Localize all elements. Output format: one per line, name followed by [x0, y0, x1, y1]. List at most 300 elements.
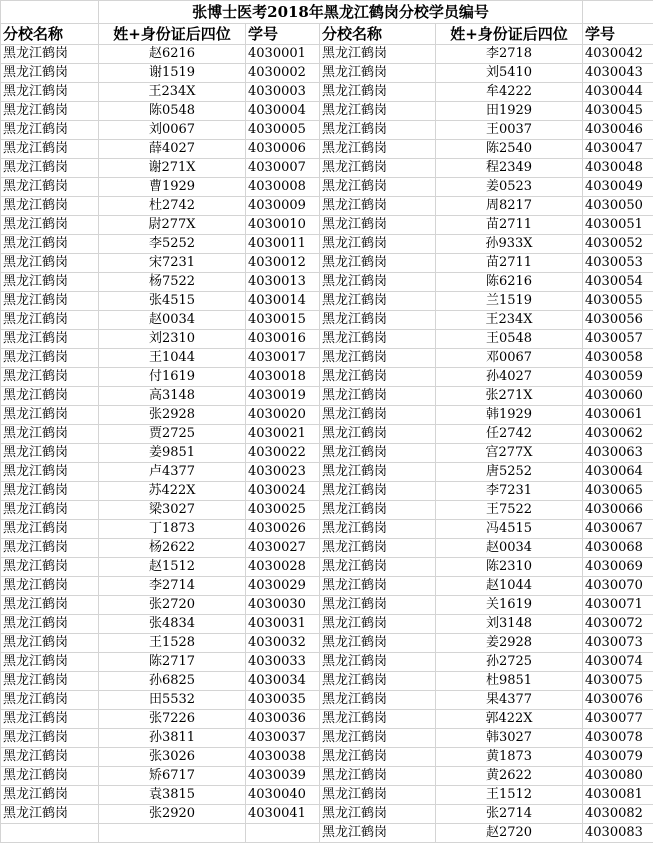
table-row: [1, 159, 653, 178]
school-cell[interactable]: 黑龙江鹤岗: [320, 710, 436, 729]
name-id-cell[interactable]: 王1528: [99, 634, 246, 653]
student-number-cell[interactable]: 4030041: [246, 805, 320, 824]
student-number-cell[interactable]: 4030039: [246, 767, 320, 786]
school-cell[interactable]: 黑龙江鹤岗: [1, 140, 99, 159]
table-row: [1, 710, 653, 729]
school-cell[interactable]: 黑龙江鹤岗: [1, 121, 99, 140]
student-number-cell[interactable]: 4030036: [246, 710, 320, 729]
name-id-cell[interactable]: 孙3811: [99, 729, 246, 748]
name-id-cell[interactable]: 刘5410: [436, 64, 583, 83]
name-id-cell[interactable]: 张2928: [99, 406, 246, 425]
school-cell[interactable]: 黑龙江鹤岗: [1, 216, 99, 235]
table-row: [1, 197, 653, 216]
name-id-cell[interactable]: 赵6216: [99, 45, 246, 64]
name-id-cell[interactable]: 郭422X: [436, 710, 583, 729]
school-cell[interactable]: 黑龙江鹤岗: [1, 710, 99, 729]
student-number-cell[interactable]: 4030051: [583, 216, 653, 235]
school-cell[interactable]: 黑龙江鹤岗: [1, 64, 99, 83]
school-cell[interactable]: 黑龙江鹤岗: [320, 729, 436, 748]
table-row: [1, 292, 653, 311]
school-cell[interactable]: 黑龙江鹤岗: [320, 501, 436, 520]
name-id-cell[interactable]: 程2349: [436, 159, 583, 178]
student-number-cell[interactable]: 4030083: [583, 824, 653, 843]
name-id-cell[interactable]: 王0037: [436, 121, 583, 140]
school-cell[interactable]: 黑龙江鹤岗: [1, 83, 99, 102]
name-id-cell[interactable]: 赵1512: [99, 558, 246, 577]
name-id-cell[interactable]: 薛4027: [99, 140, 246, 159]
table-row: [1, 577, 653, 596]
student-number-cell[interactable]: 4030062: [583, 425, 653, 444]
school-cell[interactable]: 黑龙江鹤岗: [320, 406, 436, 425]
school-cell[interactable]: 黑龙江鹤岗: [1, 406, 99, 425]
student-number-cell[interactable]: 4030063: [583, 444, 653, 463]
student-number-cell[interactable]: 4030025: [246, 501, 320, 520]
name-id-cell[interactable]: 赵0034: [436, 539, 583, 558]
table-row: [1, 767, 653, 786]
school-cell[interactable]: 黑龙江鹤岗: [320, 596, 436, 615]
school-cell[interactable]: 黑龙江鹤岗: [320, 273, 436, 292]
school-cell[interactable]: 黑龙江鹤岗: [320, 311, 436, 330]
table-row: [1, 824, 653, 843]
school-cell[interactable]: 黑龙江鹤岗: [320, 482, 436, 501]
school-cell[interactable]: 黑龙江鹤岗: [1, 615, 99, 634]
school-cell[interactable]: 黑龙江鹤岗: [1, 463, 99, 482]
name-id-cell[interactable]: 孙6825: [99, 672, 246, 691]
table-row: [1, 235, 653, 254]
student-number-cell[interactable]: 4030064: [583, 463, 653, 482]
table-row: [1, 463, 653, 482]
school-cell[interactable]: 黑龙江鹤岗: [1, 672, 99, 691]
name-id-cell[interactable]: 果4377: [436, 691, 583, 710]
student-number-cell[interactable]: 4030008: [246, 178, 320, 197]
student-number-cell[interactable]: 4030010: [246, 216, 320, 235]
student-number-cell[interactable]: 4030032: [246, 634, 320, 653]
school-cell[interactable]: 黑龙江鹤岗: [320, 824, 436, 843]
name-id-cell[interactable]: 付1619: [99, 368, 246, 387]
school-cell[interactable]: 黑龙江鹤岗: [320, 292, 436, 311]
school-cell[interactable]: 黑龙江鹤岗: [1, 292, 99, 311]
student-number-cell[interactable]: 4030022: [246, 444, 320, 463]
school-cell[interactable]: 黑龙江鹤岗: [320, 520, 436, 539]
table-row: [1, 634, 653, 653]
student-number-cell[interactable]: 4030016: [246, 330, 320, 349]
school-cell[interactable]: 黑龙江鹤岗: [320, 216, 436, 235]
student-number-cell[interactable]: 4030069: [583, 558, 653, 577]
school-cell[interactable]: 黑龙江鹤岗: [1, 729, 99, 748]
student-number-cell[interactable]: 4030079: [583, 748, 653, 767]
table-row: [1, 349, 653, 368]
student-number-cell[interactable]: 4030026: [246, 520, 320, 539]
header-name-left[interactable]: 姓+身份证后四位: [99, 24, 246, 45]
name-id-cell[interactable]: 关1619: [436, 596, 583, 615]
name-id-cell[interactable]: 王1512: [436, 786, 583, 805]
student-number-cell[interactable]: 4030006: [246, 140, 320, 159]
student-number-cell[interactable]: 4030007: [246, 159, 320, 178]
student-number-cell[interactable]: 4030027: [246, 539, 320, 558]
school-cell[interactable]: 黑龙江鹤岗: [320, 463, 436, 482]
student-number-cell[interactable]: 4030003: [246, 83, 320, 102]
name-id-cell[interactable]: 王1044: [99, 349, 246, 368]
table-row: [1, 520, 653, 539]
name-id-cell[interactable]: 陈0548: [99, 102, 246, 121]
name-id-cell[interactable]: 王234X: [99, 83, 246, 102]
header-school-right[interactable]: 分校名称: [320, 24, 436, 45]
school-cell[interactable]: 黑龙江鹤岗: [1, 330, 99, 349]
student-number-cell[interactable]: 4030024: [246, 482, 320, 501]
school-cell[interactable]: 黑龙江鹤岗: [320, 140, 436, 159]
table-row: [1, 254, 653, 273]
name-id-cell[interactable]: 苗2711: [436, 216, 583, 235]
name-id-cell[interactable]: 张3026: [99, 748, 246, 767]
table-row: [1, 672, 653, 691]
student-number-cell[interactable]: 4030005: [246, 121, 320, 140]
name-id-cell[interactable]: 陈2717: [99, 653, 246, 672]
student-number-cell[interactable]: 4030080: [583, 767, 653, 786]
student-number-cell[interactable]: 4030070: [583, 577, 653, 596]
name-id-cell[interactable]: 张2714: [436, 805, 583, 824]
school-cell[interactable]: 黑龙江鹤岗: [1, 539, 99, 558]
school-cell[interactable]: 黑龙江鹤岗: [320, 615, 436, 634]
name-id-cell[interactable]: 张4834: [99, 615, 246, 634]
school-cell[interactable]: 黑龙江鹤岗: [1, 273, 99, 292]
student-number-cell[interactable]: 4030047: [583, 140, 653, 159]
student-number-cell[interactable]: 4030049: [583, 178, 653, 197]
school-cell[interactable]: 黑龙江鹤岗: [320, 102, 436, 121]
student-number-cell[interactable]: 4030040: [246, 786, 320, 805]
school-cell[interactable]: 黑龙江鹤岗: [1, 349, 99, 368]
name-id-cell[interactable]: 黄1873: [436, 748, 583, 767]
name-id-cell[interactable]: 谢271X: [99, 159, 246, 178]
name-id-cell[interactable]: 宫277X: [436, 444, 583, 463]
student-number-cell[interactable]: 4030065: [583, 482, 653, 501]
school-cell[interactable]: 黑龙江鹤岗: [1, 311, 99, 330]
student-number-cell[interactable]: 4030061: [583, 406, 653, 425]
name-id-cell[interactable]: 刘0067: [99, 121, 246, 140]
school-cell[interactable]: 黑龙江鹤岗: [320, 159, 436, 178]
school-cell[interactable]: 黑龙江鹤岗: [320, 425, 436, 444]
table-row: [1, 406, 653, 425]
table-row: [1, 501, 653, 520]
student-number-cell[interactable]: 4030009: [246, 197, 320, 216]
name-id-cell[interactable]: 刘2310: [99, 330, 246, 349]
name-id-cell[interactable]: 赵2720: [436, 824, 583, 843]
name-id-cell[interactable]: 杜2742: [99, 197, 246, 216]
student-number-cell[interactable]: 4030067: [583, 520, 653, 539]
student-number-cell[interactable]: 4030056: [583, 311, 653, 330]
school-cell[interactable]: 黑龙江鹤岗: [320, 634, 436, 653]
school-cell[interactable]: 黑龙江鹤岗: [1, 368, 99, 387]
name-id-cell[interactable]: 姜9851: [99, 444, 246, 463]
header-id-right[interactable]: 学号: [583, 24, 653, 45]
student-number-cell[interactable]: 4030037: [246, 729, 320, 748]
name-id-cell[interactable]: 姜2928: [436, 634, 583, 653]
school-cell[interactable]: 黑龙江鹤岗: [1, 748, 99, 767]
name-id-cell[interactable]: 曹1929: [99, 178, 246, 197]
school-cell[interactable]: 黑龙江鹤岗: [320, 45, 436, 64]
name-id-cell[interactable]: 张4515: [99, 292, 246, 311]
student-number-cell[interactable]: 4030028: [246, 558, 320, 577]
student-number-cell[interactable]: 4030033: [246, 653, 320, 672]
name-id-cell[interactable]: 陈6216: [436, 273, 583, 292]
student-number-cell[interactable]: 4030030: [246, 596, 320, 615]
student-number-cell[interactable]: 4030019: [246, 387, 320, 406]
student-number-cell[interactable]: 4030072: [583, 615, 653, 634]
school-cell[interactable]: 黑龙江鹤岗: [320, 444, 436, 463]
student-number-cell[interactable]: 4030004: [246, 102, 320, 121]
student-number-cell[interactable]: 4030077: [583, 710, 653, 729]
student-number-cell[interactable]: 4030045: [583, 102, 653, 121]
student-number-cell[interactable]: 4030078: [583, 729, 653, 748]
student-number-cell[interactable]: 4030053: [583, 254, 653, 273]
student-number-cell[interactable]: 4030020: [246, 406, 320, 425]
name-id-cell[interactable]: 贾2725: [99, 425, 246, 444]
name-id-cell[interactable]: 李7231: [436, 482, 583, 501]
school-cell[interactable]: 黑龙江鹤岗: [320, 387, 436, 406]
student-number-cell[interactable]: 4030046: [583, 121, 653, 140]
name-id-cell[interactable]: 孙2725: [436, 653, 583, 672]
school-cell[interactable]: 黑龙江鹤岗: [1, 178, 99, 197]
school-cell[interactable]: 黑龙江鹤岗: [320, 672, 436, 691]
student-number-cell[interactable]: 4030054: [583, 273, 653, 292]
student-number-cell[interactable]: 4030044: [583, 83, 653, 102]
name-id-cell[interactable]: 任2742: [436, 425, 583, 444]
name-id-cell[interactable]: 张2720: [99, 596, 246, 615]
student-number-cell[interactable]: 4030021: [246, 425, 320, 444]
name-id-cell[interactable]: 矫6717: [99, 767, 246, 786]
student-number-cell[interactable]: 4030031: [246, 615, 320, 634]
table-row: [1, 64, 653, 83]
school-cell[interactable]: 黑龙江鹤岗: [320, 330, 436, 349]
table-row: [1, 368, 653, 387]
school-cell[interactable]: 黑龙江鹤岗: [1, 482, 99, 501]
student-number-cell[interactable]: 4030034: [246, 672, 320, 691]
student-number-cell[interactable]: 4030015: [246, 311, 320, 330]
school-cell[interactable]: 黑龙江鹤岗: [320, 178, 436, 197]
student-number-cell[interactable]: 4030035: [246, 691, 320, 710]
student-number-cell[interactable]: [246, 824, 320, 843]
student-number-cell[interactable]: 4030073: [583, 634, 653, 653]
name-id-cell[interactable]: 牟4222: [436, 83, 583, 102]
name-id-cell[interactable]: 张271X: [436, 387, 583, 406]
student-number-cell[interactable]: 4030068: [583, 539, 653, 558]
student-number-cell[interactable]: 4030076: [583, 691, 653, 710]
student-number-cell[interactable]: 4030014: [246, 292, 320, 311]
table-row: [1, 216, 653, 235]
sheet-title[interactable]: 张博士医考2018年黑龙江鹤岗分校学员编号: [99, 1, 583, 24]
school-cell[interactable]: 黑龙江鹤岗: [320, 805, 436, 824]
school-cell[interactable]: 黑龙江鹤岗: [1, 425, 99, 444]
table-row: [1, 330, 653, 349]
student-number-cell[interactable]: 4030071: [583, 596, 653, 615]
name-id-cell[interactable]: [99, 824, 246, 843]
name-id-cell[interactable]: 袁3815: [99, 786, 246, 805]
name-id-cell[interactable]: 杜9851: [436, 672, 583, 691]
name-id-cell[interactable]: 李5252: [99, 235, 246, 254]
name-id-cell[interactable]: 赵0034: [99, 311, 246, 330]
student-number-cell[interactable]: 4030038: [246, 748, 320, 767]
table-row: [1, 805, 653, 824]
student-number-cell[interactable]: 4030011: [246, 235, 320, 254]
student-number-cell[interactable]: 4030060: [583, 387, 653, 406]
name-id-cell[interactable]: 张2920: [99, 805, 246, 824]
student-number-cell[interactable]: 4030075: [583, 672, 653, 691]
student-number-cell[interactable]: 4030001: [246, 45, 320, 64]
student-number-cell[interactable]: 4030012: [246, 254, 320, 273]
name-id-cell[interactable]: 孙933X: [436, 235, 583, 254]
table-row: [1, 425, 653, 444]
school-cell[interactable]: 黑龙江鹤岗: [320, 748, 436, 767]
student-number-cell[interactable]: 4030059: [583, 368, 653, 387]
header-id-left[interactable]: 学号: [246, 24, 320, 45]
school-cell[interactable]: 黑龙江鹤岗: [1, 786, 99, 805]
school-cell[interactable]: 黑龙江鹤岗: [1, 691, 99, 710]
name-id-cell[interactable]: 宋7231: [99, 254, 246, 273]
school-cell[interactable]: 黑龙江鹤岗: [1, 634, 99, 653]
name-id-cell[interactable]: 赵1044: [436, 577, 583, 596]
school-cell[interactable]: 黑龙江鹤岗: [320, 577, 436, 596]
student-number-cell[interactable]: 4030066: [583, 501, 653, 520]
school-cell[interactable]: 黑龙江鹤岗: [1, 254, 99, 273]
student-number-cell[interactable]: 4030023: [246, 463, 320, 482]
name-id-cell[interactable]: 李2718: [436, 45, 583, 64]
name-id-cell[interactable]: 韩1929: [436, 406, 583, 425]
table-row: [1, 691, 653, 710]
student-number-cell[interactable]: 4030050: [583, 197, 653, 216]
name-id-cell[interactable]: 陈2540: [436, 140, 583, 159]
table-row: [1, 615, 653, 634]
student-number-cell[interactable]: 4030082: [583, 805, 653, 824]
name-id-cell[interactable]: 张7226: [99, 710, 246, 729]
student-number-cell[interactable]: 4030029: [246, 577, 320, 596]
name-id-cell[interactable]: 王0548: [436, 330, 583, 349]
table-row: [1, 178, 653, 197]
name-id-cell[interactable]: 王7522: [436, 501, 583, 520]
school-cell[interactable]: 黑龙江鹤岗: [320, 121, 436, 140]
name-id-cell[interactable]: 唐5252: [436, 463, 583, 482]
student-number-cell[interactable]: 4030052: [583, 235, 653, 254]
table-row: [1, 121, 653, 140]
student-number-cell[interactable]: 4030002: [246, 64, 320, 83]
school-cell[interactable]: 黑龙江鹤岗: [1, 520, 99, 539]
table-row: [1, 387, 653, 406]
student-number-cell[interactable]: 4030074: [583, 653, 653, 672]
school-cell[interactable]: 黑龙江鹤岗: [1, 577, 99, 596]
name-id-cell[interactable]: 王234X: [436, 311, 583, 330]
school-cell[interactable]: 黑龙江鹤岗: [1, 159, 99, 178]
table-row: [1, 748, 653, 767]
name-id-cell[interactable]: 兰1519: [436, 292, 583, 311]
school-cell[interactable]: 黑龙江鹤岗: [1, 558, 99, 577]
student-number-cell[interactable]: 4030043: [583, 64, 653, 83]
table-row: [1, 140, 653, 159]
table-row: [1, 558, 653, 577]
school-cell[interactable]: 黑龙江鹤岗: [1, 653, 99, 672]
name-id-cell[interactable]: 刘3148: [436, 615, 583, 634]
name-id-cell[interactable]: 苏422X: [99, 482, 246, 501]
table-row: [1, 786, 653, 805]
school-cell[interactable]: 黑龙江鹤岗: [1, 501, 99, 520]
student-number-cell[interactable]: 4030055: [583, 292, 653, 311]
table-row: [1, 596, 653, 615]
name-id-cell[interactable]: 杨2622: [99, 539, 246, 558]
title-row: [1, 1, 653, 24]
header-school-left[interactable]: 分校名称: [1, 24, 99, 45]
name-id-cell[interactable]: 李2714: [99, 577, 246, 596]
school-cell[interactable]: 黑龙江鹤岗: [320, 83, 436, 102]
school-cell[interactable]: 黑龙江鹤岗: [320, 558, 436, 577]
school-cell[interactable]: 黑龙江鹤岗: [320, 254, 436, 273]
name-id-cell[interactable]: 冯4515: [436, 520, 583, 539]
school-cell[interactable]: 黑龙江鹤岗: [320, 786, 436, 805]
school-cell[interactable]: 黑龙江鹤岗: [1, 197, 99, 216]
school-cell[interactable]: 黑龙江鹤岗: [320, 539, 436, 558]
name-id-cell[interactable]: 黄2622: [436, 767, 583, 786]
table-row: [1, 729, 653, 748]
name-id-cell[interactable]: 梁3027: [99, 501, 246, 520]
name-id-cell[interactable]: 陈2310: [436, 558, 583, 577]
table-row: [1, 273, 653, 292]
student-number-cell[interactable]: 4030013: [246, 273, 320, 292]
school-cell[interactable]: 黑龙江鹤岗: [320, 64, 436, 83]
student-number-cell[interactable]: 4030048: [583, 159, 653, 178]
student-number-cell[interactable]: 4030057: [583, 330, 653, 349]
school-cell[interactable]: 黑龙江鹤岗: [320, 653, 436, 672]
school-cell[interactable]: 黑龙江鹤岗: [320, 197, 436, 216]
student-number-cell[interactable]: 4030017: [246, 349, 320, 368]
student-number-cell[interactable]: 4030081: [583, 786, 653, 805]
school-cell[interactable]: 黑龙江鹤岗: [1, 596, 99, 615]
name-id-cell[interactable]: 丁1873: [99, 520, 246, 539]
table-row: [1, 653, 653, 672]
name-id-cell[interactable]: 卢4377: [99, 463, 246, 482]
school-cell[interactable]: 黑龙江鹤岗: [320, 691, 436, 710]
name-id-cell[interactable]: 谢1519: [99, 64, 246, 83]
student-number-cell[interactable]: 4030042: [583, 45, 653, 64]
school-cell[interactable]: 黑龙江鹤岗: [1, 444, 99, 463]
student-number-cell[interactable]: 4030018: [246, 368, 320, 387]
name-id-cell[interactable]: 田1929: [436, 102, 583, 121]
name-id-cell[interactable]: 周8217: [436, 197, 583, 216]
school-cell[interactable]: 黑龙江鹤岗: [1, 45, 99, 64]
school-cell[interactable]: 黑龙江鹤岗: [1, 805, 99, 824]
student-number-cell[interactable]: 4030058: [583, 349, 653, 368]
table-row: [1, 482, 653, 501]
name-id-cell[interactable]: 邓0067: [436, 349, 583, 368]
table-row: [1, 311, 653, 330]
school-cell[interactable]: 黑龙江鹤岗: [1, 235, 99, 254]
school-cell[interactable]: 黑龙江鹤岗: [1, 767, 99, 786]
name-id-cell[interactable]: 田5532: [99, 691, 246, 710]
name-id-cell[interactable]: 姜0523: [436, 178, 583, 197]
name-id-cell[interactable]: 孙4027: [436, 368, 583, 387]
school-cell[interactable]: 黑龙江鹤岗: [320, 368, 436, 387]
school-cell[interactable]: 黑龙江鹤岗: [1, 387, 99, 406]
table-row: [1, 102, 653, 121]
school-cell[interactable]: 黑龙江鹤岗: [1, 102, 99, 121]
school-cell[interactable]: 黑龙江鹤岗: [320, 767, 436, 786]
name-id-cell[interactable]: 高3148: [99, 387, 246, 406]
name-id-cell[interactable]: 尉277X: [99, 216, 246, 235]
name-id-cell[interactable]: 杨7522: [99, 273, 246, 292]
title-blank-cell[interactable]: [583, 1, 653, 24]
school-cell[interactable]: 黑龙江鹤岗: [320, 349, 436, 368]
title-blank-cell[interactable]: [1, 1, 99, 24]
school-cell[interactable]: 黑龙江鹤岗: [320, 235, 436, 254]
name-id-cell[interactable]: 韩3027: [436, 729, 583, 748]
school-cell[interactable]: [1, 824, 99, 843]
name-id-cell[interactable]: 苗2711: [436, 254, 583, 273]
header-name-right[interactable]: 姓+身份证后四位: [436, 24, 583, 45]
